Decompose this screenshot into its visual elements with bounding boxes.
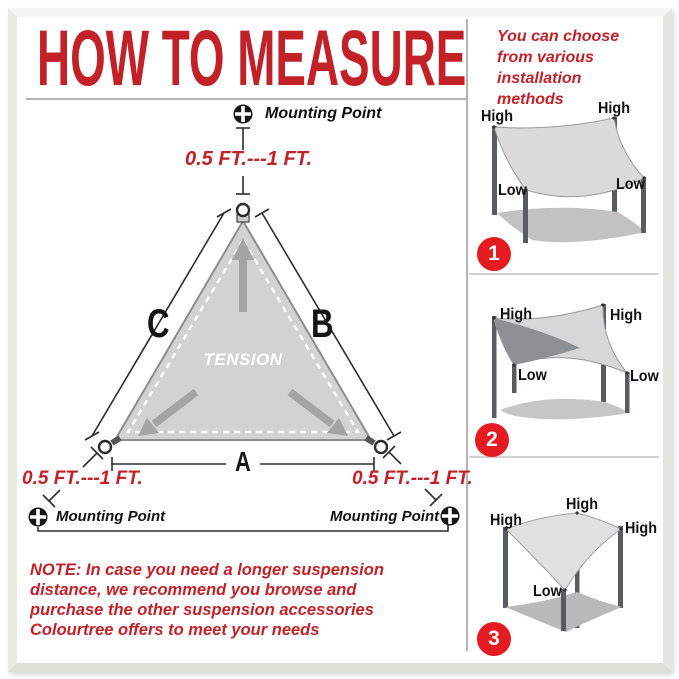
tension-label: TENSION — [203, 350, 283, 369]
mounting-point-label-left: Mounting Point — [56, 508, 166, 525]
method-3-high-center-label: High — [566, 496, 598, 513]
method-3-high-right-label: High — [625, 520, 657, 537]
page-title: HOW TO MEASURE — [37, 13, 467, 102]
side-a-label: A — [235, 446, 251, 477]
side-c-label: C — [147, 302, 170, 346]
offset-label-right: 0.5 FT.---1 FT. — [352, 468, 473, 489]
method-2-low-left-label: Low — [518, 367, 547, 384]
method-1-high-left-label: High — [481, 108, 513, 125]
method-3-low-center-label: Low — [533, 583, 562, 600]
note-text: NOTE: In case you need a longer suspension distance, we recommend you browse and purchase the other suspension accessories Colourtree offers to meet your needs — [30, 561, 384, 639]
method-3-number-badge: 3 — [477, 622, 511, 656]
method-1-shadow — [497, 208, 646, 242]
corner-ring-left — [99, 438, 120, 453]
method-2-high-left-label: High — [500, 306, 532, 323]
method-2-low-right-label: Low — [630, 368, 659, 385]
method-3-sail — [506, 513, 621, 590]
method-1-low-left-label: Low — [498, 182, 527, 199]
mounting-point-label-right: Mounting Point — [330, 508, 440, 525]
method-2-high-right-label: High — [610, 307, 642, 324]
offset-label-top: 0.5 FT.---1 FT. — [185, 148, 313, 170]
mounting-span-bracket — [38, 525, 448, 531]
method-1-high-right-label: High — [598, 100, 630, 117]
mounting-point-icon-right — [441, 507, 460, 526]
method-1-number-badge: 1 — [477, 237, 511, 271]
sidebar-header: You can choose from various installation methods — [497, 28, 620, 108]
offset-label-left: 0.5 FT.---1 FT. — [22, 468, 143, 489]
corner-ring-top — [237, 204, 249, 222]
side-b-label: B — [311, 302, 334, 346]
mounting-point-icon-top — [234, 105, 253, 124]
mounting-point-icon-left — [29, 508, 48, 527]
method-3-high-left-label: High — [490, 512, 522, 529]
mounting-point-label-top: Mounting Point — [265, 105, 382, 122]
method-2-number-badge: 2 — [475, 423, 509, 457]
method-1-low-right-label: Low — [616, 176, 645, 193]
method-2-shadow — [500, 399, 629, 419]
corner-ring-right — [366, 438, 387, 453]
